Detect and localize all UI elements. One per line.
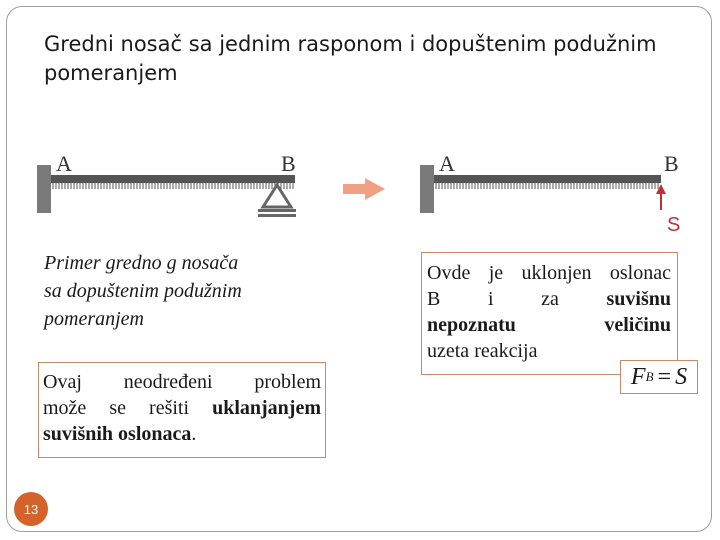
right-label-a: A xyxy=(439,151,455,176)
arrow-head xyxy=(365,178,385,200)
page-number: 13 xyxy=(14,492,48,526)
roller-support xyxy=(258,185,296,217)
support-ground xyxy=(258,214,296,217)
slide-title: Gredni nosač sa jednim rasponom i dopuštenim podužnim pomeranjem xyxy=(44,32,657,85)
caption-line-1: Primer gredno g nosača xyxy=(44,252,239,274)
box1-line-1: Ovaj neodređeni problem xyxy=(43,371,321,393)
box1-line-2-normal: može se rešiti xyxy=(43,397,213,419)
formula-f: F xyxy=(630,363,646,390)
formula-equals: = xyxy=(657,363,672,390)
removed-support-note-box xyxy=(421,252,678,375)
caption-line-3: pomeranjem xyxy=(44,308,144,330)
right-beam-diagram xyxy=(420,151,680,236)
box2-line-4: uzeta reakcija xyxy=(427,340,538,362)
left-fixed-wall xyxy=(37,165,51,213)
box2-line-1: Ovde je uklonjen oslonac xyxy=(427,262,671,284)
box1-line-3-bold: suvišnih oslonaca xyxy=(43,423,192,445)
box2-word-nepoznatu: nepoznatu xyxy=(427,314,516,336)
reaction-force-arrow xyxy=(656,184,680,236)
arrow-shaft xyxy=(343,184,367,194)
box1-line-3 xyxy=(43,421,321,447)
formula-sub-b: B xyxy=(645,369,654,384)
example-caption xyxy=(44,249,294,333)
caption-line-2: sa dopuštenim podužnim xyxy=(44,280,242,302)
box1-line-2-bold: uklanjanjem xyxy=(212,397,321,419)
box2-word-velicinu: veličinu xyxy=(604,314,671,336)
reaction-formula xyxy=(620,360,698,394)
solution-note-box xyxy=(38,362,326,458)
box2-line-2 xyxy=(427,286,671,312)
box2-word-i: i xyxy=(487,288,494,310)
box1-line-2 xyxy=(43,395,321,421)
support-roller-line xyxy=(258,209,296,212)
transition-arrow xyxy=(343,178,385,200)
right-fixed-wall xyxy=(420,165,434,213)
force-label-s: S xyxy=(667,214,681,236)
box1-line-3-end: . xyxy=(191,423,197,445)
box2-line-3 xyxy=(427,312,671,338)
left-beam-diagram xyxy=(37,151,296,217)
right-label-b: B xyxy=(664,151,679,176)
right-beam-hatching xyxy=(436,183,658,189)
left-beam-hatching xyxy=(53,183,293,189)
left-label-a: A xyxy=(56,151,72,176)
left-beam xyxy=(51,175,295,183)
right-beam xyxy=(434,175,661,183)
box2-word-b: B xyxy=(427,288,441,310)
box2-word-suvisnu: suvišnu xyxy=(606,288,671,310)
left-label-b: B xyxy=(281,151,296,176)
formula-s: S xyxy=(675,363,688,390)
box2-word-za: za xyxy=(541,288,559,310)
